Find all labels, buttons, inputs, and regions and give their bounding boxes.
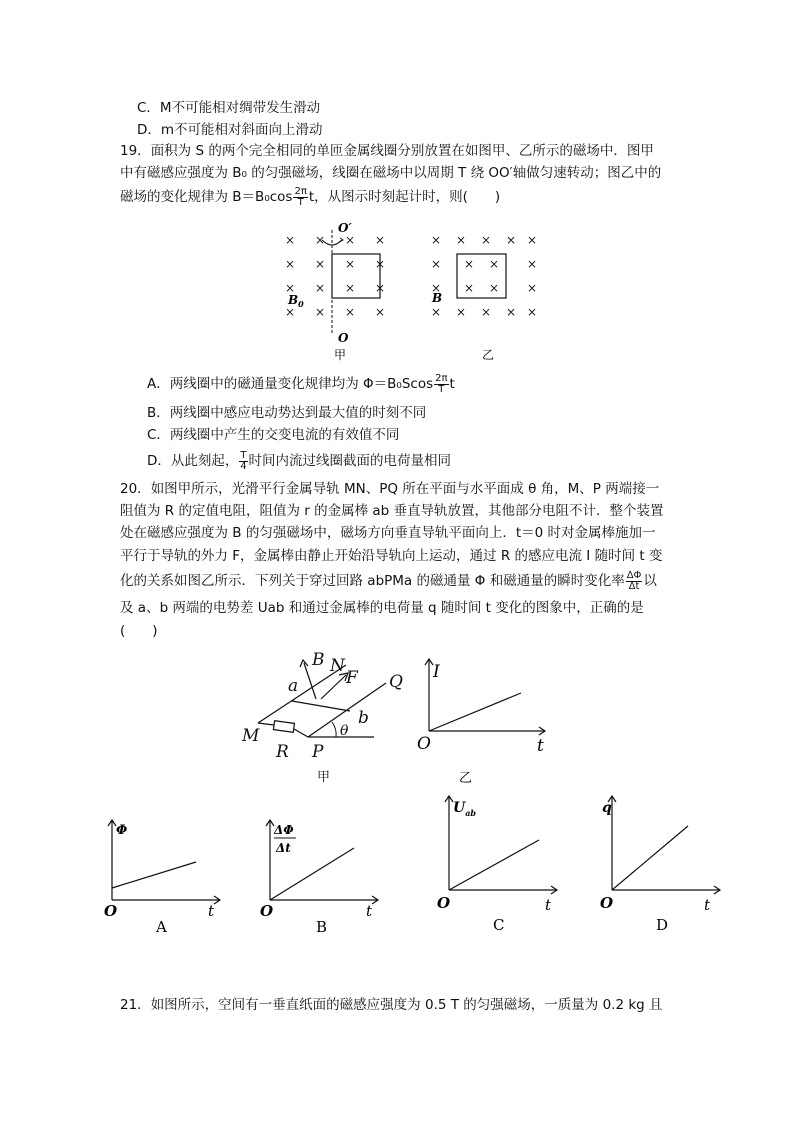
fraction-2pi-over-T: $\frac{2\pi}{T}$ [294, 185, 307, 208]
graph-b [258, 812, 388, 937]
caption-jia: 甲 [334, 348, 347, 362]
current-line [429, 693, 521, 731]
q20-figure-yi [415, 655, 555, 787]
svg-text:A: A [156, 918, 167, 936]
svg-text:乙: 乙 [459, 771, 473, 786]
svg-text:D: D [656, 916, 669, 934]
q20-line-7: ( ) [120, 623, 158, 639]
rate-line [270, 848, 354, 900]
label-o-prime: O′ [338, 222, 352, 235]
svg-text:a: a [288, 676, 299, 696]
svg-text:×: × [284, 281, 296, 295]
svg-text:×: × [505, 305, 517, 319]
svg-text:R: R [276, 742, 289, 762]
svg-text:q: q [602, 800, 612, 816]
label-b0: $B_0$ [288, 293, 304, 309]
svg-text:×: × [430, 233, 442, 247]
q19-option-b: B．两线圈中感应电动势达到最大值的时刻不同 [147, 405, 427, 421]
q20-line-1: 20．如图甲所示，光滑平行金属导轨 MN、PQ 所在平面与水平面成 θ 角，M、P 两端接一 [120, 481, 660, 497]
svg-text:Δt: Δt [276, 841, 291, 855]
svg-text:×: × [463, 281, 475, 295]
svg-text:×: × [526, 305, 538, 319]
svg-text:×: × [374, 233, 386, 247]
svg-text:×: × [314, 281, 326, 295]
label-o: O [338, 331, 349, 345]
svg-text:N: N [330, 656, 345, 676]
svg-text:×: × [284, 305, 296, 319]
flux-line [112, 862, 196, 888]
svg-text:×: × [455, 233, 467, 247]
q20-line-5: 化的关系如图乙所示．下列关于穿过回路 abPMa 的磁通量 Φ 和磁通量的瞬时变化率 $\frac{\Delta\Phi}{\Delta t}$ 以 [120, 569, 657, 592]
svg-text:×: × [480, 305, 492, 319]
uab-line [449, 840, 539, 890]
svg-text:×: × [314, 233, 326, 247]
svg-text:O: O [417, 734, 431, 754]
svg-text:×: × [374, 281, 386, 295]
svg-text:O: O [104, 902, 118, 920]
graph-a [100, 812, 230, 937]
svg-text:×: × [314, 305, 326, 319]
q20-figure-jia [236, 645, 416, 787]
wire-right [294, 729, 308, 737]
svg-text:t: t [704, 896, 711, 914]
svg-text:O: O [260, 902, 274, 920]
svg-text:×: × [374, 305, 386, 319]
svg-text:×: × [344, 233, 356, 247]
q20-line-4: 平行于导轨的外力 F，金属棒由静止开始沿导轨向上运动，通过 R 的感应电流 I 随时间 t 变 [120, 548, 663, 564]
svg-text:×: × [314, 257, 326, 271]
q20-line-6: 及 a、b 两端的电势差 Uab 和通过金属棒的电荷量 q 随时间 t 变化的图象中，正确的是 [120, 600, 644, 616]
resistor-r [273, 721, 294, 733]
svg-text:×: × [430, 281, 442, 295]
svg-text:B: B [316, 918, 328, 936]
svg-text:×: × [284, 233, 296, 247]
option-d-prev: D．m不可能相对斜面向上滑动 [137, 122, 323, 138]
svg-text:M: M [242, 726, 260, 746]
svg-text:×: × [526, 281, 538, 295]
svg-text:×: × [463, 257, 475, 271]
svg-text:Φ: Φ [116, 823, 128, 838]
q20-line-3: 处在磁感应强度为 B 的匀强磁场中，磁场方向垂直导轨平面向上．t＝0 时对金属棒施加一 [120, 525, 656, 541]
svg-text:甲: 甲 [317, 770, 331, 785]
label-b: B [432, 291, 443, 305]
rod-ab [292, 701, 350, 711]
angle-arc [332, 722, 336, 737]
q20-line-2: 阻值为 R 的定值电阻，阻值为 r 的金属棒 ab 垂直导轨放置，其他部分电阻不计．整个装置 [120, 503, 664, 519]
charge-line [612, 826, 688, 890]
caption-yi: 乙 [482, 348, 495, 362]
wire-left [258, 723, 274, 725]
q19-figure [270, 222, 560, 364]
q19-option-a: A．两线圈中的磁通量变化规律均为 Φ＝B₀Scos $\frac{2\pi}{T}$ t [147, 372, 455, 395]
svg-text:×: × [526, 257, 538, 271]
svg-text:O: O [437, 894, 451, 912]
svg-text:×: × [488, 257, 500, 271]
option-c-prev: C．M不可能相对绸带发生滑动 [137, 100, 321, 116]
q21-line-1: 21．如图所示，空间有一垂直纸面的磁感应强度为 0.5 T 的匀强磁场，一质量为 0.2 kg 且 [120, 997, 663, 1013]
svg-text:×: × [488, 281, 500, 295]
svg-text:×: × [526, 233, 538, 247]
svg-text:×: × [344, 281, 356, 295]
svg-text:ΔΦ: ΔΦ [274, 823, 294, 837]
svg-text:b: b [358, 708, 369, 728]
graph-d [598, 790, 728, 935]
q19-line-1: 19．面积为 S 的两个完全相同的单匝金属线圈分别放置在如图甲、乙所示的磁场中．图甲 [120, 143, 654, 159]
svg-text:t: t [545, 896, 552, 914]
svg-text:t: t [366, 902, 373, 920]
svg-text:t: t [537, 736, 544, 756]
svg-text:t: t [208, 902, 215, 920]
svg-text:I: I [433, 662, 440, 682]
svg-text:×: × [505, 233, 517, 247]
graph-c [435, 790, 565, 935]
svg-text:C: C [493, 916, 505, 934]
svg-text:×: × [480, 233, 492, 247]
svg-text:θ: θ [340, 723, 349, 739]
svg-text:O: O [600, 894, 614, 912]
svg-text:×: × [344, 257, 356, 271]
svg-text:×: × [374, 257, 386, 271]
crosses-yi [431, 233, 537, 319]
svg-text:×: × [284, 257, 296, 271]
svg-text:×: × [430, 305, 442, 319]
svg-text:×: × [344, 305, 356, 319]
coil-jia [332, 254, 380, 298]
q19-option-d: D．从此刻起， $\frac{T}{4}$ 时间内流过线圈截面的电荷量相同 [147, 449, 452, 472]
q19-line-2: 中有磁感应强度为 B₀ 的匀强磁场，线圈在磁场中以周期 T 绕 OO′轴做匀速转动；图乙中的 [120, 165, 662, 181]
svg-text:×: × [430, 257, 442, 271]
q19-line-3: 磁场的变化规律为 B＝B₀cos $\frac{2\pi}{T}$ t，从图示时刻起计时，则( ) [120, 185, 501, 208]
svg-text:Uab: $U_{ab}$ [453, 800, 476, 818]
svg-text:Q: Q [389, 672, 403, 692]
svg-text:P: P [312, 742, 324, 762]
svg-text:F: F [346, 668, 358, 688]
svg-text:×: × [455, 305, 467, 319]
svg-text:B: B [312, 650, 325, 670]
q19-option-c: C．两线圈中产生的交变电流的有效值不同 [147, 427, 400, 443]
